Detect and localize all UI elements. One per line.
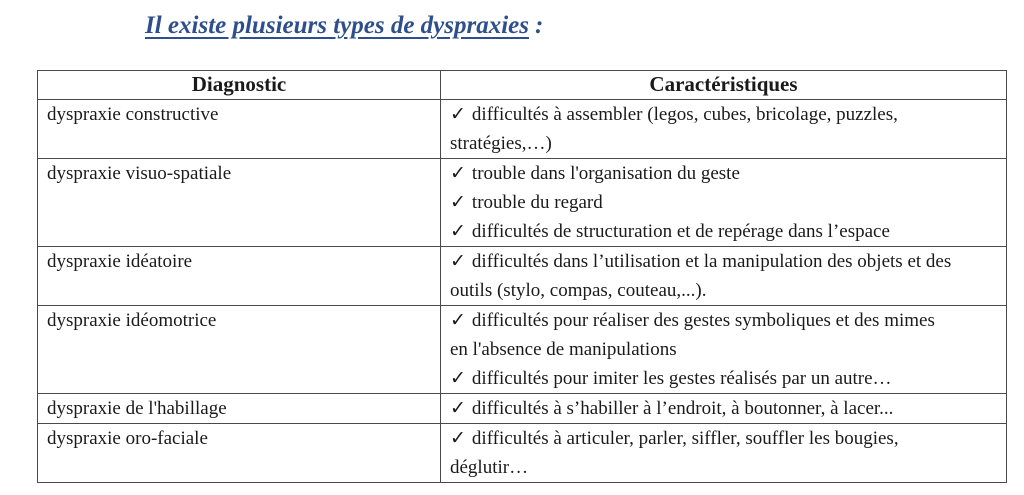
page-title: [145, 12, 543, 40]
characteristic-text: outils (stylo, compas, couteau,...).: [450, 280, 707, 301]
characteristic-line: [450, 335, 998, 364]
characteristic-line: [450, 394, 998, 423]
characteristics-cell: [441, 424, 1007, 483]
diagnostic-cell: dyspraxie de l'habillage: [38, 394, 441, 424]
characteristic-line: [450, 364, 998, 393]
characteristic-line: [450, 188, 998, 217]
characteristic-line: [450, 276, 998, 305]
checkmark-icon: ✓: [450, 192, 466, 213]
characteristic-line: [450, 217, 998, 246]
table-row: [38, 247, 1007, 306]
diagnostic-cell: dyspraxie oro-faciale: [38, 424, 441, 483]
header-diagnostic: Diagnostic: [38, 71, 441, 100]
characteristics-cell: [441, 159, 1007, 247]
characteristic-text: difficultés de structuration et de repérage dans l’espace: [471, 221, 890, 242]
table-row: [38, 424, 1007, 483]
header-characteristics: Caractéristiques: [441, 71, 1007, 100]
characteristic-text: déglutir…: [450, 457, 529, 478]
checkmark-icon: ✓: [450, 104, 466, 125]
characteristics-cell: [441, 247, 1007, 306]
checkmark-icon: ✓: [450, 428, 466, 449]
characteristic-line: [450, 424, 998, 453]
characteristic-text: difficultés pour imiter les gestes réalisés par un autre…: [471, 368, 892, 389]
table-row: [38, 306, 1007, 394]
characteristic-text: difficultés dans l’utilisation et la manipulation des objets et des: [471, 251, 952, 272]
table-row: [38, 394, 1007, 424]
characteristics-cell: [441, 394, 1007, 424]
checkmark-icon: ✓: [450, 310, 466, 331]
checkmark-icon: ✓: [450, 221, 466, 242]
characteristic-line: [450, 247, 998, 276]
characteristic-text: trouble du regard: [471, 192, 603, 213]
table-row: [38, 159, 1007, 247]
characteristic-text: difficultés à assembler (legos, cubes, bricolage, puzzles,: [471, 104, 898, 125]
diagnostic-cell: dyspraxie constructive: [38, 100, 441, 159]
diagnostic-cell: dyspraxie idéatoire: [38, 247, 441, 306]
characteristic-line: [450, 306, 998, 335]
characteristic-text: difficultés à articuler, parler, siffler, souffler les bougies,: [471, 428, 899, 449]
characteristic-text: difficultés pour réaliser des gestes symboliques et des mimes: [471, 310, 935, 331]
table-header-row: [38, 71, 1007, 100]
checkmark-icon: ✓: [450, 398, 466, 419]
page-title-colon: :: [535, 12, 544, 39]
characteristic-text: difficultés à s’habiller à l’endroit, à boutonner, à lacer...: [471, 398, 894, 419]
characteristic-line: [450, 159, 998, 188]
characteristics-cell: [441, 100, 1007, 159]
diagnostic-cell: dyspraxie idéomotrice: [38, 306, 441, 394]
checkmark-icon: ✓: [450, 368, 466, 389]
characteristic-text: en l'absence de manipulations: [450, 339, 677, 360]
table-body: [38, 100, 1007, 483]
characteristic-line: [450, 453, 998, 482]
characteristic-text: trouble dans l'organisation du geste: [471, 163, 740, 184]
characteristics-cell: [441, 306, 1007, 394]
characteristic-text: stratégies,…): [450, 133, 552, 154]
characteristic-line: [450, 100, 998, 129]
diagnostic-cell: dyspraxie visuo-spatiale: [38, 159, 441, 247]
dyspraxia-table: [37, 70, 1007, 483]
characteristic-line: [450, 129, 998, 158]
checkmark-icon: ✓: [450, 163, 466, 184]
checkmark-icon: ✓: [450, 251, 466, 272]
page-title-text: Il existe plusieurs types de dyspraxies: [145, 12, 530, 39]
table-row: [38, 100, 1007, 159]
